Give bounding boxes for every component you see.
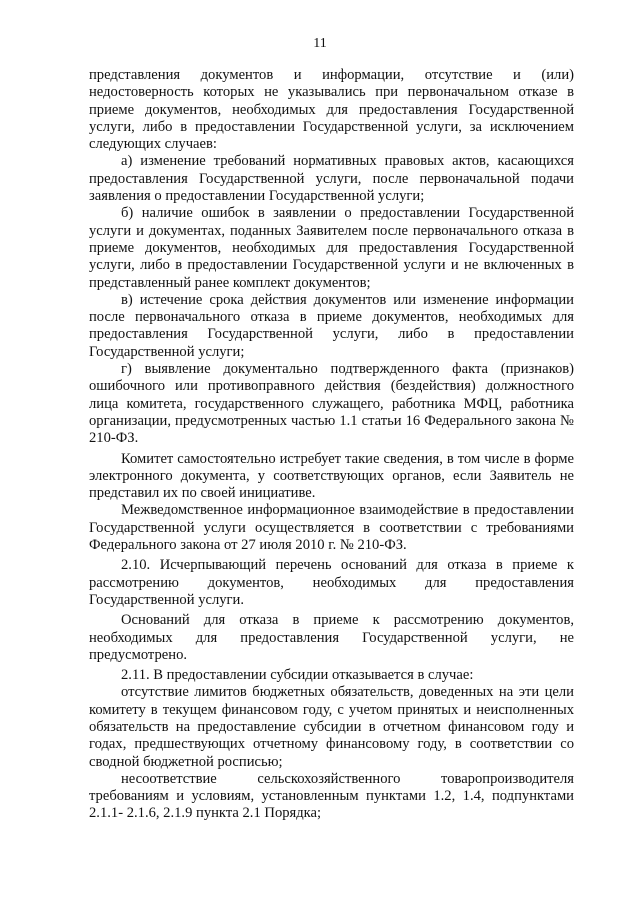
document-body [89,67,574,823]
paragraph-refusal-requirements: несоответствие сельскохозяйственного товаропроизводителя требованиям и условиям, установленным пунктами 1.2, 1.4, подпунктами 2.1.1- 2.1.6, 2.1.9 пункта 2.1 Порядка; [89,770,574,822]
paragraph-exception-b: б) наличие ошибок в заявлении о предоставлении Государственной услуги и документах, поданных Заявителем после первоначального отказа в приеме документов, необходимых для предоставления Государственной услуги, либо в предоставлении Государственной услуги и не включенных в представленный ранее комплект документов; [89,205,574,291]
section-heading-2-11: 2.11. В предоставлении субсидии отказывается в случае: [121,667,474,684]
paragraph-no-grounds: Оснований для отказа в приеме к рассмотрению документов, необходимых для предоставления Государственной услуги, не предусмотрено. [89,612,574,663]
paragraph-exception-c: в) истечение срока действия документов или изменение информации после первоначального отказа в приеме документов, необходимых для предоставления Государственной услуги, либо в предоставлении Государственной услуги; [89,291,574,360]
paragraph-refusal-limits: отсутствие лимитов бюджетных обязательств, доведенных на эти цели комитету в текущем финансовом году, с учетом принятых и неисполненных обязательств на предоставление субсидии в отчетном финансовом году и годах, предшествующих отчетному финансовому году, в соответствии со сводной бюджетной росписью; [89,684,574,770]
page-number: 11 [313,36,327,51]
paragraph-exception-a: а) изменение требований нормативных правовых актов, касающихся предоставления Государственной услуги, после первоначальной подачи заявления о предоставлении Государственной услуги; [89,153,574,205]
paragraph-continuation: представления документов и информации, отсутствие и (или) недостоверность которых не указывались при первоначальном отказе в приеме документов, необходимых для предоставления Государственной услуги, либо в предоставлении Государственной услуги, за исключением следующих случаев: [89,67,574,153]
paragraph-exception-d: г) выявление документально подтвержденного факта (признаков) ошибочного или противоправного действия (бездействия) должностного лица комитета, государственного служащего, работника МФЦ, работника организации, предусмотренных частью 1.1 статьи 16 Федерального закона № 210-ФЗ. [89,361,574,447]
section-heading-2-10: 2.10. Исчерпывающий перечень оснований для отказа в приеме к рассмотрению документов, необходимых для предоставления Государственной услуги. [89,557,574,608]
paragraph-committee-requests: Комитет самостоятельно истребует такие сведения, в том числе в форме электронного документа, у соответствующих органов, если Заявитель не представил их по своей инициативе. [89,450,574,502]
paragraph-interagency-interaction: Межведомственное информационное взаимодействие в предоставлении Государственной услуги осуществляется в соответствии с требованиями Федерального закона от 27 июля 2010 г. № 210-ФЗ. [89,502,574,554]
